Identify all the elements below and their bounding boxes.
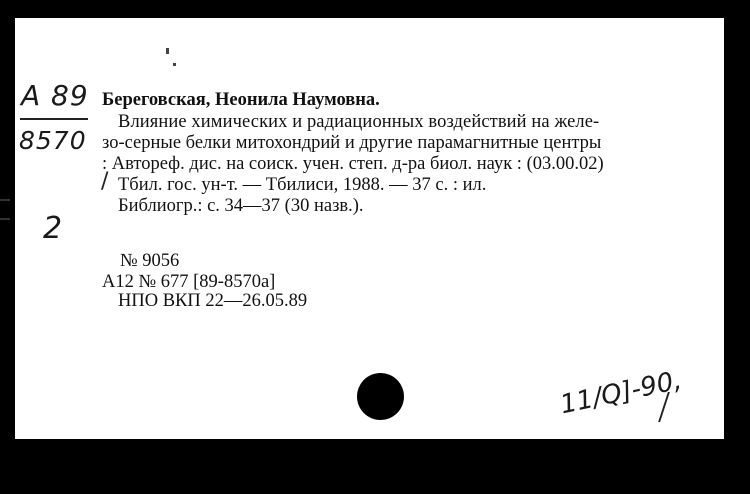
slash-mark: /	[101, 169, 109, 194]
edge-tick	[0, 199, 10, 201]
specks	[166, 48, 169, 54]
imprint-line: Тбил. гос. ун-т. — Тбилиси, 1988. — 37 с. : ил.	[118, 175, 487, 195]
registration-npo: НПО ВКП 22—26.05.89	[118, 291, 308, 311]
handwritten-stamp: 11/Q]-90,	[557, 365, 685, 421]
title-line: : Автореф. дис. на соиск. учен. степ. д-ра биол. наук : (03.00.02)	[102, 154, 604, 174]
specks	[173, 63, 176, 66]
edge-tick	[0, 218, 10, 220]
bibliography-line: Библиогр.: с. 34—37 (30 назв.).	[118, 196, 364, 216]
registration-number: № 9056	[120, 251, 180, 271]
catalog-card	[15, 18, 724, 439]
title-line: Влияние химических и радиационных воздействий на желе-	[118, 112, 600, 132]
title-line: зо-серные белки митохондрий и другие парамагнитные центры	[102, 133, 602, 153]
call-number-line2: 8570	[19, 126, 87, 155]
registration-a12: А12 № 677 [89-8570а]	[102, 272, 276, 292]
call-number-line1: А 89	[21, 79, 89, 112]
call-number-underline	[20, 118, 88, 120]
punch-hole	[357, 373, 404, 420]
author-heading: Береговская, Неонила Наумовна.	[102, 90, 380, 110]
margin-note: 2	[43, 211, 63, 246]
